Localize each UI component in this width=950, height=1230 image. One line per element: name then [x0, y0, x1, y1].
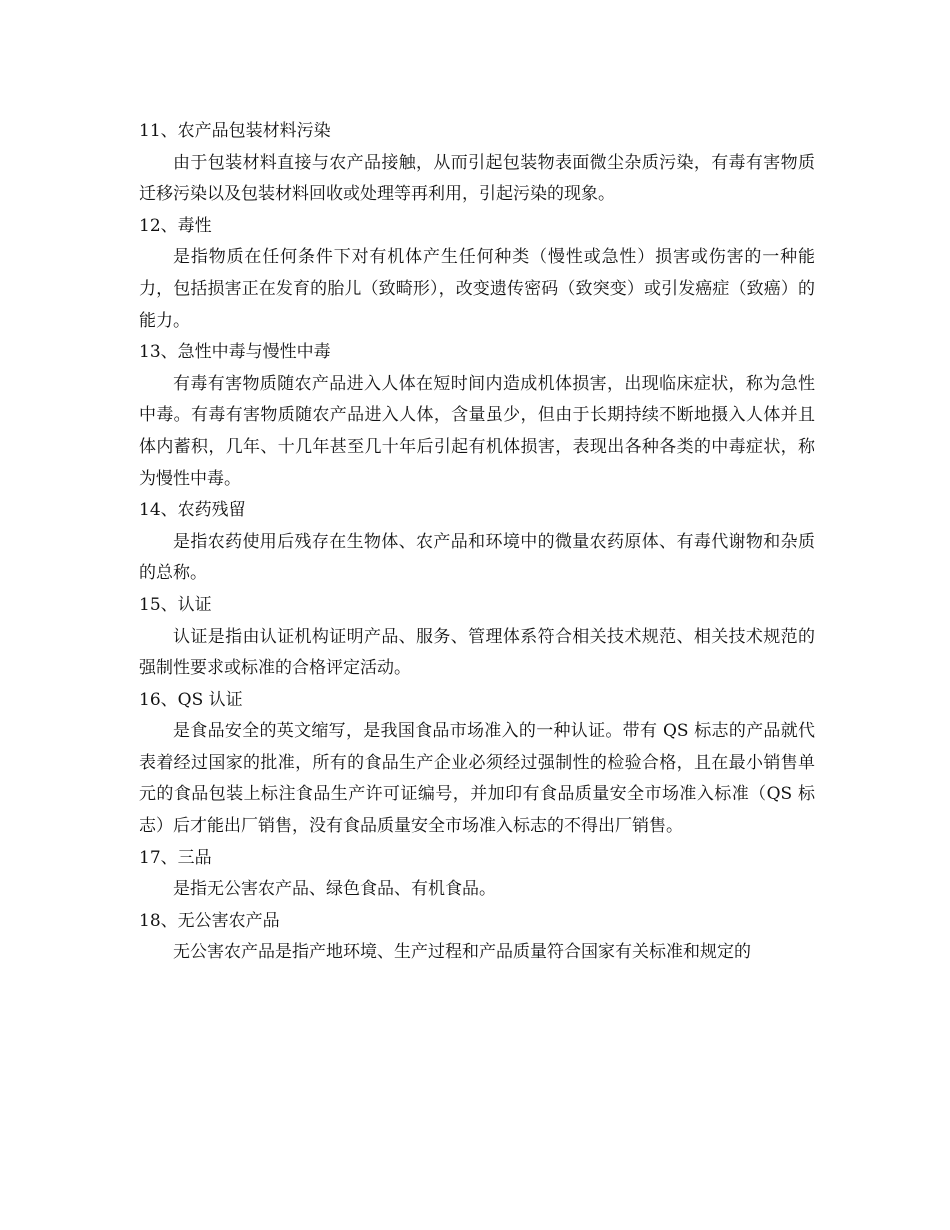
section-heading-17: 17、三品: [139, 847, 212, 868]
section-heading-16: 16、QS 认证: [139, 689, 243, 710]
section-body-14: 是指农药使用后残存在生物体、农产品和环境中的微量农药原体、有毒代谢物和杂质的总称。: [139, 531, 815, 584]
section-heading-13: 13、急性中毒与慢性中毒: [139, 342, 331, 363]
section-heading-18: 18、无公害农产品: [139, 910, 280, 931]
section-body-17: 是指无公害农产品、绿色食品、有机食品。: [173, 879, 496, 900]
section-body-13: 有毒有害物质随农产品进入人体在短时间内造成机体损害，出现临床症状，称为急性中毒。有毒有害物质随农产品进入人体，含量虽少，但由于长期持续不断地摄入人体并且体内蓄积，几年、十几年甚至几十年后引起有机体损害，表现出各种各类的中毒症状，称为慢性中毒。: [139, 373, 815, 489]
section-body-15: 认证是指由认证机构证明产品、服务、管理体系符合相关技术规范、相关技术规范的强制性要求或标准的合格评定活动。: [139, 626, 815, 679]
section-heading-15: 15、认证: [139, 594, 212, 615]
section-heading-11: 11、农产品包装材料污染: [139, 121, 331, 141]
section-body-16: 是食品安全的英文缩写，是我国食品市场准入的一种认证。带有 QS 标志的产品就代表着经过国家的批准，所有的食品生产企业必须经过强制性的检验合格，且在最小销售单元的食品包装上标注食品生产许可证编号，并加印有食品质量安全市场准入标准（QS 标志）后才能出厂销售，没有食品质量安全市场准入标志的不得出厂销售。: [139, 721, 815, 837]
section-heading-12: 12、毒性: [139, 215, 212, 236]
document-body: [139, 116, 815, 969]
section-body-18: 无公害农产品是指产地环境、生产过程和产品质量符合国家有关标准和规定的: [173, 942, 751, 963]
section-body-12: 是指物质在任何条件下对有机体产生任何种类（慢性或急性）损害或伤害的一种能力，包括损害正在发育的胎儿（致畸形），改变遗传密码（致突变）或引发癌症（致癌）的能力。: [139, 247, 815, 331]
section-heading-14: 14、农药残留: [139, 500, 246, 521]
section-body-11: 由于包装材料直接与农产品接触，从而引起包装物表面微尘杂质污染，有毒有害物质迁移污染以及包装材料回收或处理等再利用，引起污染的现象。: [139, 152, 815, 205]
